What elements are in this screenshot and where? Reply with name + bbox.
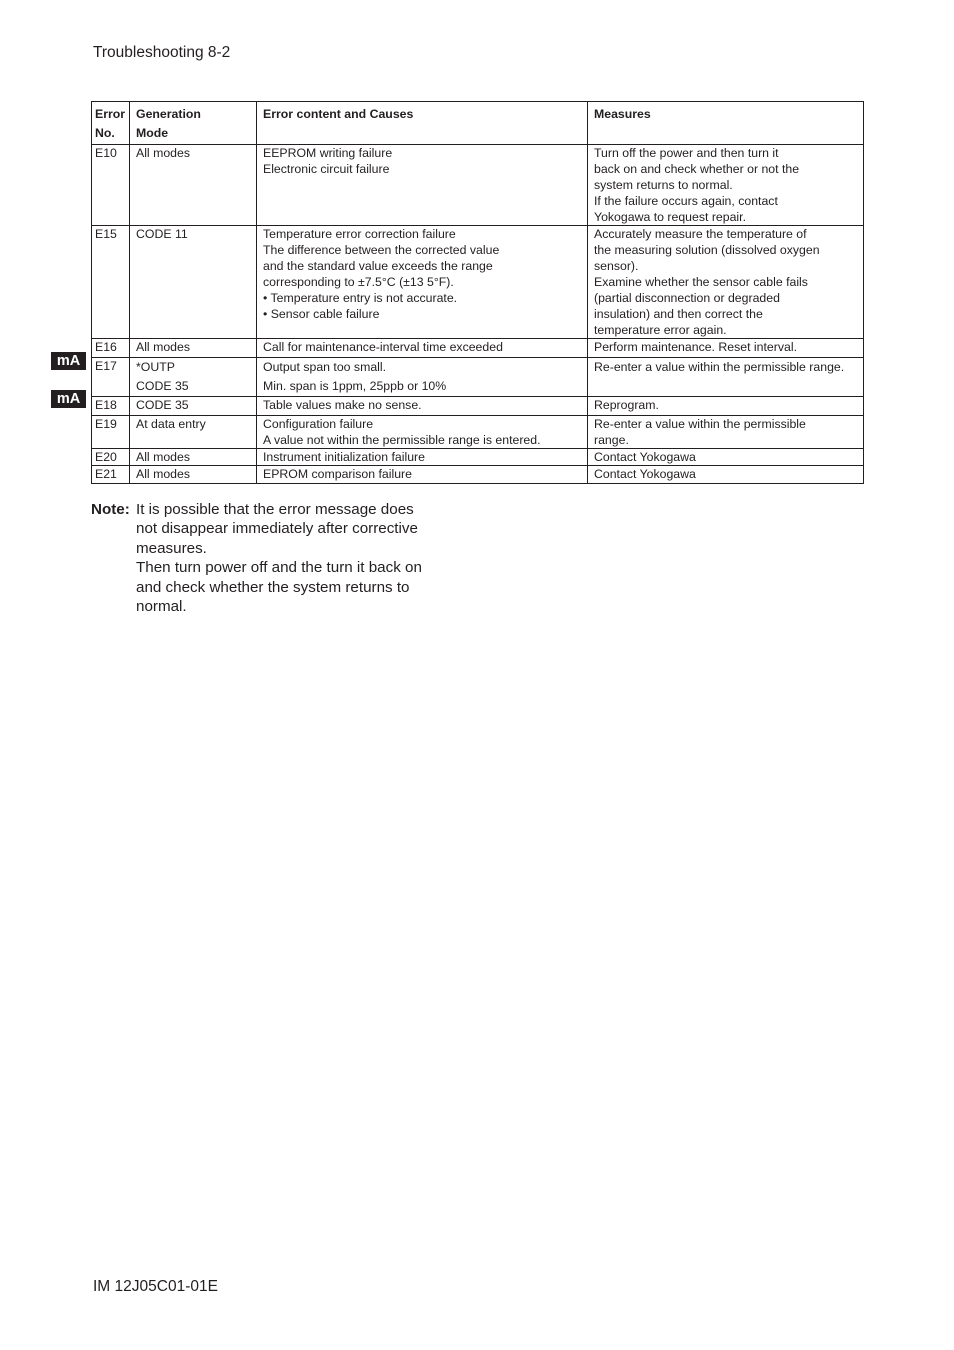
note-line: not disappear immediately after corrective — [136, 520, 418, 538]
cell-measures-line: Perform maintenance. Reset interval. — [594, 340, 797, 354]
cell-error-no: E18 — [92, 397, 130, 416]
cell-measures — [588, 466, 864, 484]
cell-generation-mode-line: At data entry — [136, 417, 206, 431]
cell-measures — [588, 397, 864, 416]
page-header: Troubleshooting 8-2 — [93, 44, 231, 61]
cell-measures-line: insulation) and then correct the — [594, 307, 763, 321]
cell-error-content-line: • Temperature entry is not accurate. — [263, 291, 458, 305]
cell-measures-line: If the failure occurs again, contact — [594, 194, 778, 208]
note-line: It is possible that the error message does — [136, 501, 414, 518]
cell-measures-line: Accurately measure the temperature of — [594, 227, 807, 241]
cell-error-content-line: Call for maintenance-interval time exceeded — [263, 340, 503, 354]
cell-error-content — [257, 416, 588, 449]
header-error-no: Error No. — [92, 102, 130, 145]
cell-measures-line: Examine whether the sensor cable fails — [594, 275, 808, 289]
cell-measures-line: Contact Yokogawa — [594, 467, 696, 481]
header-measures: Measures — [588, 102, 864, 145]
cell-error-content — [257, 466, 588, 484]
cell-error-content-line: corresponding to ±7.5°C (±13 5°F). — [263, 275, 454, 289]
table-row — [92, 416, 864, 449]
cell-error-content-line: Instrument initialization failure — [263, 450, 425, 464]
cell-measures-line: (partial disconnection or degraded — [594, 291, 780, 305]
cell-error-content — [257, 449, 588, 466]
cell-generation-mode — [130, 339, 257, 358]
cell-measures-line: range. — [594, 433, 629, 447]
table-row — [92, 397, 864, 416]
cell-error-no: E16 — [92, 339, 130, 358]
cell-measures — [588, 358, 864, 397]
cell-measures — [588, 226, 864, 339]
cell-generation-mode-line: All modes — [136, 340, 190, 354]
page-footer: IM 12J05C01-01E — [93, 1278, 218, 1295]
ma-tag-e18: mA — [51, 390, 86, 408]
cell-error-content-line: and the standard value exceeds the range — [263, 259, 493, 273]
cell-measures-line: Yokogawa to request repair. — [594, 210, 746, 224]
cell-generation-mode-line: All modes — [136, 450, 190, 464]
table-row — [92, 339, 864, 358]
cell-measures-line: system returns to normal. — [594, 178, 733, 192]
cell-error-content-line: Table values make no sense. — [263, 398, 422, 412]
cell-error-content-line: Min. span is 1ppm, 25ppb or 10% — [263, 379, 447, 393]
cell-measures — [588, 339, 864, 358]
cell-measures-line: Re-enter a value within the permissible — [594, 417, 806, 431]
note-line: measures. — [136, 539, 207, 557]
cell-error-content-line: EPROM comparison failure — [263, 467, 412, 481]
cell-measures-line: Reprogram. — [594, 398, 659, 412]
cell-measures-line: temperature error again. — [594, 323, 727, 337]
cell-error-content — [257, 145, 588, 226]
note-line: normal. — [136, 598, 187, 616]
cell-error-content-line: EEPROM writing failure — [263, 146, 393, 160]
cell-measures-line: the measuring solution (dissolved oxygen — [594, 243, 820, 257]
ma-tag-e17: mA — [51, 352, 86, 370]
cell-error-no: E21 — [92, 466, 130, 484]
header-generation-mode: Generation Mode — [130, 102, 257, 145]
note-label: Note: — [91, 501, 130, 518]
cell-generation-mode-line: All modes — [136, 146, 190, 160]
cell-generation-mode — [130, 145, 257, 226]
cell-error-content-line: Configuration failure — [263, 417, 374, 431]
cell-measures-line: Re-enter a value within the permissible range. — [594, 360, 845, 374]
cell-generation-mode-line: CODE 11 — [136, 227, 188, 241]
cell-error-content — [257, 397, 588, 416]
cell-measures — [588, 145, 864, 226]
cell-generation-mode — [130, 226, 257, 339]
cell-generation-mode — [130, 449, 257, 466]
cell-measures-line: sensor). — [594, 259, 639, 273]
table-row — [92, 466, 864, 484]
cell-error-content — [257, 339, 588, 358]
cell-measures-line: back on and check whether or not the — [594, 162, 800, 176]
cell-measures — [588, 416, 864, 449]
cell-generation-mode — [130, 466, 257, 484]
cell-error-content — [257, 358, 588, 397]
cell-error-content-line: • Sensor cable failure — [263, 307, 380, 321]
cell-error-no: E19 — [92, 416, 130, 449]
error-code-table — [91, 101, 864, 484]
table-header-row — [92, 102, 864, 145]
cell-generation-mode-line: CODE 35 — [136, 379, 189, 393]
cell-error-no: E20 — [92, 449, 130, 466]
cell-error-no: E17 — [92, 358, 130, 397]
cell-generation-mode-line: All modes — [136, 467, 190, 481]
note-text — [136, 500, 466, 616]
table-row — [92, 226, 864, 339]
table-row — [92, 145, 864, 226]
cell-generation-mode — [130, 358, 257, 397]
table-row — [92, 449, 864, 466]
cell-error-no: E15 — [92, 226, 130, 339]
table-row — [92, 358, 864, 397]
note-line: and check whether the system returns to — [136, 578, 410, 596]
cell-error-content-line: Output span too small. — [263, 360, 387, 374]
cell-error-no: E10 — [92, 145, 130, 226]
cell-error-content-line: A value not within the permissible range is entered. — [263, 433, 541, 447]
cell-error-content-line: The difference between the corrected value — [263, 243, 500, 257]
cell-generation-mode — [130, 416, 257, 449]
cell-generation-mode-line: CODE 35 — [136, 398, 189, 412]
cell-measures — [588, 449, 864, 466]
cell-error-content-line: Temperature error correction failure — [263, 227, 456, 241]
cell-measures-line: Contact Yokogawa — [594, 450, 696, 464]
cell-error-content-line: Electronic circuit failure — [263, 162, 390, 176]
note-line: Then turn power off and the turn it back on — [136, 559, 422, 577]
cell-error-content — [257, 226, 588, 339]
cell-generation-mode — [130, 397, 257, 416]
cell-measures-line: Turn off the power and then turn it — [594, 146, 779, 160]
cell-generation-mode-line: *OUTP — [136, 360, 175, 374]
header-error-content: Error content and Causes — [257, 102, 588, 145]
